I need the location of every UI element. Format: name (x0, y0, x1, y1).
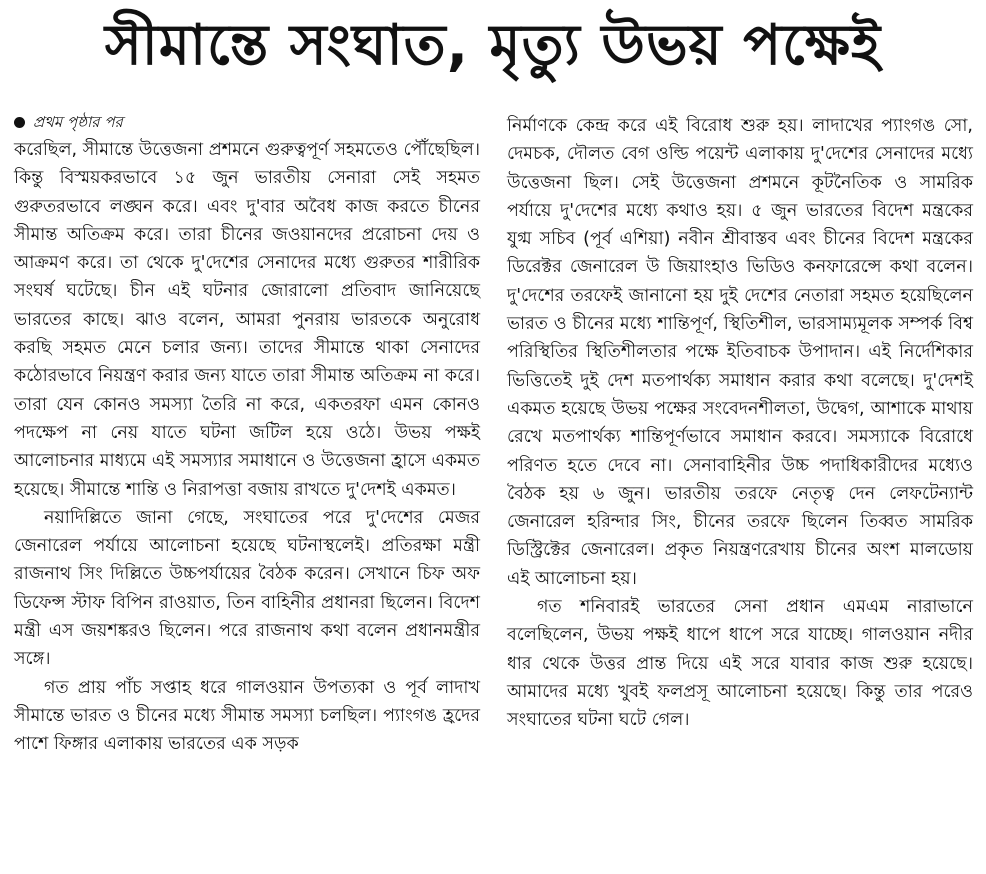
continuation-kicker (14, 108, 480, 136)
paragraph: নির্মাণকে কেন্দ্র করে এই বিরোধ শুরু হয়। লাদাখের প্যাংগঙ সো, দেমচক, দৌলত বেগ ওল্ডি পয়েন্ট এলাকায় দু'দেশের সেনাদের মধ্যে উত্তেজনা ছিল। সেই উত্তেজনা প্রশমনে কূটনৈতিক ও সামরিক পর্যায়ে দু'দেশের মধ্যে কথাও হয়। ৫ জুন ভারতের বিদেশ মন্ত্রকের যুগ্ম সচিব (পূর্ব এশিয়া) নবীন শ্রীবাস্তব এবং চীনের বিদেশ মন্ত্রকের ডিরেক্টর জেনারেল উ জিয়াংহাও ভিডিও কনফারেন্সে কথা বলেন। দু'দেশের তরফেই জানানো হয় দুই দেশের নেতারা সহমত হয়েছিলেন ভারত ও চীনের মধ্যে শান্তিপূর্ণ, স্থিতিশীল, ভারসাম্যমূলক সম্পর্ক বিশ্ব পরিস্থিতির স্থিতিশীলতার পক্ষে ইতিবাচক উপাদান। এই নির্দেশিকার ভিত্তিতেই দুই দেশ মতপার্থক্য সমাধান করার কথা বলেছে। দু'দেশই একমত হয়েছে উভয় পক্ষের সংবেদনশীলতা, উদ্বেগ, আশাকে মাথায় রেখে মতপার্থক্য শান্তিপূর্ণভাবে সমাধান করবে। সমস্যাকে বিরোধে পরিণত হতে দেবে না। সেনাবাহিনীর উচ্চ পদাধিকারীদের মধ্যেও বৈঠক হয় ৬ জুন। ভারতীয় তরফে নেতৃত্ব দেন লেফটেন্যান্ট জেনারেল হরিন্দার সিং, চীনের তরফে ছিলেন তিব্বত সামরিক ডিস্ট্রিক্টের জেনারেল। প্রকৃত নিয়ন্ত্রণরেখায় চীনের অংশ মালডোয় এই আলোচনা হয়। (507, 116, 973, 589)
paragraph: গত প্রায় পাঁচ সপ্তাহ ধরে গালওয়ান উপত্যকা ও পূর্ব লাদাখ সীমান্তে ভারত ও চীনের মধ্যে সীমান্ত সমস্যা চলছিল। প্যাংগঙ হ্রদের পাশে ফিঙ্গার এলাকায় ভারতের এক সড়ক (14, 677, 480, 755)
article-column-left (14, 108, 480, 759)
paragraph: নয়াদিল্লিতে জানা গেছে, সংঘাতের পরে দু'দেশের মেজর জেনারেল পর্যায়ে আলোচনা হয়েছে ঘটনাস্থলেই। প্রতিরক্ষা মন্ত্রী রাজনাথ সিং দিল্লিতে উচ্চপর্যায়ের বৈঠক করেন। সেখানে চিফ অফ ডিফেন্স স্টাফ বিপিন রাওয়াত, তিন বাহিনীর প্রধানরা ছিলেন। বিদেশ মন্ত্রী এস জয়শঙ্করও ছিলেন। পরে রাজনাথ কথা বলেন প্রধানমন্ত্রীর সঙ্গে। (14, 507, 480, 670)
headline: সীমান্তে সংঘাত, মৃত্যু উভয় পক্ষেই (104, 13, 882, 78)
bullet-icon (14, 117, 25, 128)
paragraph: করেছিল, সীমান্তে উত্তেজনা প্রশমনে গুরুত্বপূর্ণ সহমতেও পৌঁছেছিল। কিন্তু বিস্ময়করভাবে ১৫ জুন ভারতীয় সেনারা সেই সহমত গুরুতরভাবে লঙ্ঘন করে। এবং দু'বার অবৈধ কাজ করতে চীনের সীমান্ত অতিক্রম করে। তারা চীনের জওয়ানদের প্ররোচনা দেয় ও আক্রমণ করে। তা থেকে দু'দেশের সেনাদের মধ্যে গুরুতর শারীরিক সংঘর্ষ ঘটেছে। চীন এই ঘটনার জোরালো প্রতিবাদ জানিয়েছে ভারতের কাছে। ঝাও বলেন, আমরা পুনরায় ভারতকে অনুরোধ করছি সহমত মেনে চলার জন্য। তাদের সীমান্তে থাকা সেনাদের কঠোরভাবে নিয়ন্ত্রণ করার জন্য যাতে তারা সীমান্ত অতিক্রম না করে। তারা যেন কোনও সমস্যা তৈরি না করে, একতরফা এমন কোনও পদক্ষেপ না নেয় যাতে ঘটনা জটিল হয়ে ওঠে। উভয় পক্ষই আলোচনার মাধ্যমে এই সমস্যার সমাধানে ও উত্তেজনা হ্রাসে একমত হয়েছে। সীমান্তে শান্তি ও নিরাপত্তা বজায় রাখতে দু'দেশই একমত। (14, 140, 480, 500)
paragraph: গত শনিবারই ভারতের সেনা প্রধান এমএম নারাভানে বলেছিলেন, উভয় পক্ষই ধাপে ধাপে সরে যাচ্ছে। গালওয়ান নদীর ধার থেকে উত্তর প্রান্ত দিয়ে এই সরে যাবার কাজ শুরু হয়েছে। আমাদের মধ্যে খুবই ফলপ্রসূ আলোচনা হয়েছে। কিন্তু তার পরেও সংঘাতের ঘটনা ঘটে গেল। (507, 597, 973, 731)
article-column-right (507, 112, 973, 735)
kicker-label: প্রথম পৃষ্ঠার পর (33, 113, 123, 131)
